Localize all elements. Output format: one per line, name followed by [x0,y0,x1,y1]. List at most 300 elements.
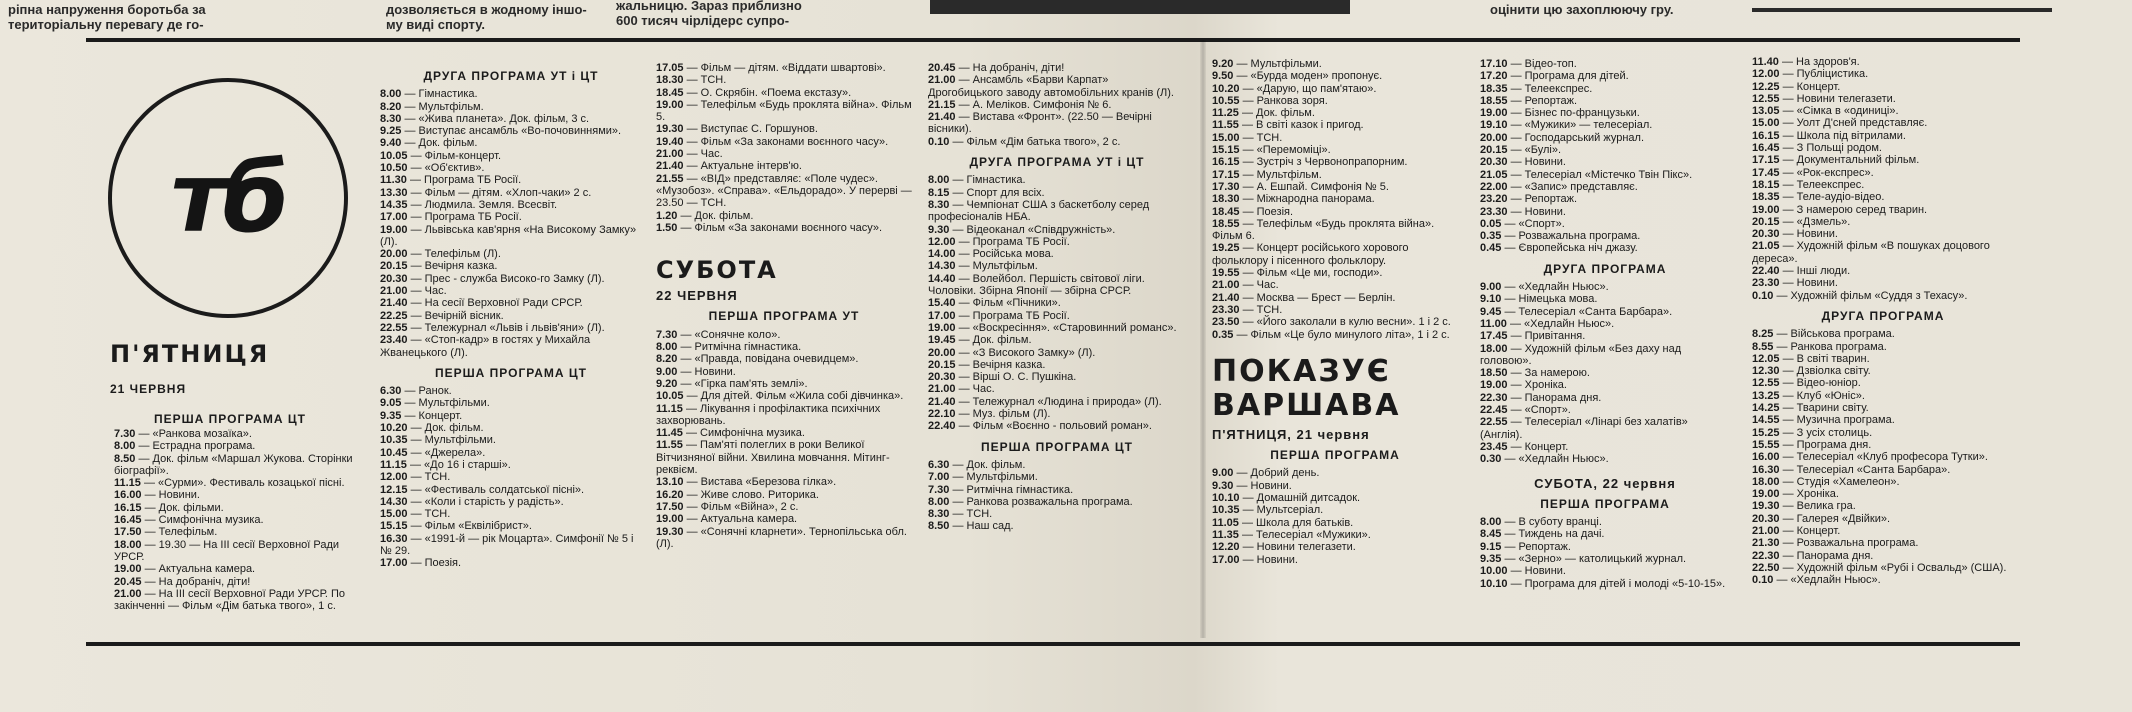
entry-time: 20.30 [1480,156,1508,169]
warsaw-fri-list [1212,467,1458,565]
schedule-entry [1212,480,1458,492]
schedule-entry [380,471,642,483]
entry-title: — Домашній дитсадок. [1239,492,1361,505]
entry-title: — Док. фільм. [949,458,1026,471]
entry-title: — Концерт. [401,409,463,422]
strip-text-6: 600 тисяч чірлідерс супро- [616,13,790,28]
entry-title: — Концерт. [1779,524,1841,537]
schedule-entry [1212,554,1458,566]
entry-time: 20.00 [1480,131,1508,144]
entry-time: 21.40 [928,395,956,408]
entry-title: — «Сімка в «одиниці». [1779,105,1899,118]
entry-time: 11.00 [1480,317,1507,330]
entry-title: — Міжнародна панорама. [1239,193,1375,206]
schedule-entry [928,322,1186,334]
entry-title: — Ранкова зоря. [1239,94,1328,107]
entry-time: 10.10 [1480,577,1508,590]
entry-title: — Новини. [141,489,200,502]
entry-time: 0.30 [1480,453,1502,466]
entry-time: 17.15 [1212,168,1240,181]
entry-title: — ТСН. [1239,303,1283,316]
friday-day-title: П'ЯТНИЦЯ [110,340,270,368]
entry-time: 14.30 [380,495,408,508]
entry-title: — Телесеріал «Лінарі без халатів» (Англія). [1480,416,1688,441]
schedule-entry [114,440,360,452]
entry-title: — Художній фільм «Без даху над головою». [1480,342,1682,367]
entry-time: 20.00 [380,248,408,261]
friday-date: 21 ЧЕРВНЯ [110,382,187,396]
schedule-entry [1752,537,2014,549]
entry-time: 18.00 [1752,475,1780,488]
schedule-entry [928,297,1186,309]
entry-title: — Телеекспрес. [1779,178,1865,191]
entry-time: 10.05 [656,390,684,403]
schedule-entry [656,329,912,341]
schedule-entry [928,408,1186,420]
entry-title: — Мультфільми. [949,471,1038,484]
entry-time: 20.30 [380,272,408,285]
schedule-entry [380,484,642,496]
schedule-entry [1212,492,1458,504]
entry-time: 23.30 [1480,205,1508,218]
schedule-entry [1752,228,2014,240]
schedule-entry [1480,169,1730,181]
entry-time: 9.10 [1480,293,1502,306]
entry-time: 17.00 [380,557,408,570]
entry-time: 7.00 [928,471,950,484]
entry-title: — Фільм «За законами воєнного часу». [677,221,883,234]
entry-time: 22.00 [1480,180,1508,193]
entry-title: — Новини. [1507,565,1566,578]
schedule-entry [114,502,360,514]
entry-title: — Естрадна програма. [135,440,256,453]
schedule-entry [1212,119,1458,131]
schedule-entry [1480,416,1730,441]
schedule-entry [380,334,642,359]
entry-title: — Новини. [1507,205,1566,218]
schedule-entry [1752,93,2014,105]
entry-time: 18.35 [1752,191,1780,204]
schedule-entry [380,434,642,446]
entry-title: — Для дітей. Фільм «Жила собі дівчинка». [683,390,904,403]
schedule-entry [656,353,912,365]
schedule-entry [1752,105,2014,117]
schedule-entry [114,477,360,489]
entry-time: 8.20 [656,353,678,366]
entry-title: — Актуальне інтерв'ю. [683,160,802,173]
entry-time: 21.40 [928,111,956,124]
schedule-entry [928,236,1186,248]
entry-time: 23.50 [1212,316,1240,329]
page-fold [1200,40,1206,638]
warsaw-fri-date: П'ЯТНИЦЯ, 21 червня [1212,426,1370,442]
entry-time: 0.10 [1752,574,1774,587]
entry-title: — Бізнес по-французьки. [1507,107,1640,120]
entry-time: 19.10 [1480,119,1508,132]
entry-title: — «1991-й — рік Моцарта». Симфонії № 5 і № 29. [380,532,634,557]
entry-title: — Музична програма. [1779,414,1895,427]
entry-time: 8.00 [1480,516,1502,529]
schedule-entry [380,397,642,409]
entry-title: — Художній фільм «В пошуках доцового дереса». [1752,240,1990,265]
entry-title: — «Дзмель». [1779,215,1851,228]
saturday-prog2-title: ДРУГА ПРОГРАМА УТ і ЦТ [969,155,1145,170]
entry-title: — «Мужики» — телесеріал. [1507,119,1653,132]
schedule-entry [1212,467,1458,479]
entry-time: 17.00 [380,211,408,224]
entry-time: 7.30 [928,483,950,496]
entry-title: — Новини. [1233,479,1292,492]
entry-title: — «Хедлайн Ньюс». [1501,453,1609,466]
schedule-entry [1212,316,1458,328]
entry-title: — Телесеріал «Санта Барбара». [1779,463,1951,476]
entry-time: 9.00 [656,365,678,378]
entry-title: — Господарський журнал. [1507,131,1644,144]
entry-title: — Мультсеріал. [1239,504,1324,517]
entry-title: — Ранкова розважальна програма. [949,495,1133,508]
schedule-entry [1752,562,2014,574]
schedule-entry [1480,367,1730,379]
entry-time: 9.15 [1480,540,1502,553]
schedule-entry [1752,402,2014,414]
entry-time: 22.55 [380,321,408,334]
entry-time: 21.00 [928,74,956,87]
schedule-entry [1480,58,1730,70]
entry-time: 22.40 [1752,265,1780,278]
warsaw-header [1212,355,1458,462]
entry-title: — А. Меліков. Симфонія № 6. [955,98,1112,111]
entry-time: 17.10 [1480,58,1508,70]
friday-col3 [656,62,912,550]
schedule-entry [928,459,1186,471]
entry-title: — «Булі». [1507,144,1562,157]
saturday-prog2-list [928,174,1186,432]
entry-title: — Телесеріал «Містечко Твін Пікс». [1507,168,1693,181]
schedule-entry [1752,240,2014,265]
schedule-entry [928,273,1186,298]
entry-title: — Телесеріал «Клуб професора Тутки». [1779,451,1988,464]
friday-prog4-list [656,62,912,234]
schedule-entry [1212,132,1458,144]
schedule-entry [1212,218,1458,243]
entry-time: 18.35 [1480,82,1508,95]
entry-time: 0.35 [1480,230,1502,243]
friday-prog1-list [114,428,360,612]
entry-title: — Муз. фільм (Л). [955,408,1051,421]
entry-time: 10.10 [1212,492,1240,505]
entry-time: 22.30 [1480,391,1508,404]
entry-title: — Львівська кав'ярня «На Високому Замку» (Л). [380,223,637,248]
schedule-entry [1480,528,1730,540]
schedule-entry [928,371,1186,383]
entry-time: 19.30 [656,525,684,538]
warsaw-title-2: ВАРШАВА [1212,387,1401,423]
entry-time: 16.30 [1752,463,1780,476]
entry-title: — О. Скрябін. «Поема екстазу». [683,86,852,99]
schedule-entry [1752,204,2014,216]
schedule-entry [1480,156,1730,168]
entry-time: 8.30 [928,508,950,521]
entry-title: — Репортаж. [1501,540,1571,553]
entry-title: — «Бурда моден» пропонує. [1233,70,1383,83]
schedule-entry [380,533,642,558]
entry-title: — Мультфільми. [407,434,496,447]
entry-time: 8.00 [114,440,136,453]
entry-time: 10.50 [380,162,408,175]
entry-time: 20.30 [928,371,956,384]
entry-title: — Художній фільм «Суддя з Техасу». [1773,289,1968,302]
schedule-entry [1752,341,2014,353]
entry-title: — Європейська ніч джазу. [1501,242,1638,255]
entry-time: 19.00 [656,98,684,111]
entry-title: — Виступає С. Горшунов. [683,123,818,136]
saturday-prog3-list [928,459,1186,533]
entry-time: 15.15 [1212,144,1240,157]
entry-title: — Фільм «Це ми, господи». [1239,267,1383,280]
entry-time: 18.30 [1212,193,1240,206]
entry-title: — Новини телегазети. [1239,541,1356,554]
entry-title: — Мультфільм. [401,100,484,113]
schedule-entry [1752,216,2014,228]
entry-time: 6.30 [928,458,950,471]
entry-time: 18.00 [114,538,142,551]
entry-title: — Поезія. [407,557,462,570]
entry-title: — Відеоканал «Співдружність». [949,223,1116,236]
schedule-entry [380,520,642,532]
entry-time: 9.40 [380,137,402,150]
entry-time: 12.15 [380,483,408,496]
entry-title: — Тварини світу. [1779,402,1869,415]
schedule-entry [1212,58,1458,70]
entry-time: 19.00 [114,563,142,576]
entry-title: — Хроніка. [1507,379,1567,392]
entry-title: — Художній фільм «Рубі і Освальд» (США). [1779,561,2007,574]
entry-title: — Вечірня казка. [407,260,498,273]
entry-title: — Живе слово. Риторика. [683,488,819,501]
schedule-entry [380,137,642,149]
entry-title: — «Хедлайн Ньюс». [1773,574,1881,587]
saturday-col2 [928,62,1186,533]
schedule-entry [656,501,912,513]
entry-time: 17.15 [1752,154,1780,167]
schedule-entry [656,341,912,353]
entry-time: 18.45 [1212,205,1240,218]
schedule-entry [1752,56,2014,68]
schedule-entry [1212,144,1458,156]
entry-title: — Школа під вітрилами. [1779,129,1906,142]
warsaw-sat-date: СУБОТА, 22 червня [1534,475,1676,491]
warsaw-fri-head: ПЕРША ПРОГРАМА [1270,448,1400,463]
entry-title: — З Польщі родом. [1779,142,1882,155]
schedule-entry [1212,267,1458,279]
schedule-entry [1480,379,1730,391]
entry-title: — Зустріч з Червонопрапорним. [1239,156,1408,169]
warsaw-fri2-list [1480,281,1730,465]
warsaw-col3 [1752,56,2014,586]
schedule-entry [1752,328,2014,340]
entry-title: — Час. [1239,279,1279,292]
entry-time: 10.55 [1212,94,1240,107]
warsaw-sat-head: ПЕРША ПРОГРАМА [1540,496,1670,511]
schedule-entry [1752,81,2014,93]
entry-time: 15.00 [380,508,408,521]
schedule-entry [1480,83,1730,95]
entry-time: 8.00 [928,495,950,508]
schedule-entry [656,476,912,488]
entry-title: — Спорт для всіх. [949,186,1045,199]
entry-title: — Док. фільм «Маршал Жукова. Сторінки біографії». [114,452,353,477]
schedule-entry [928,359,1186,371]
schedule-entry [1752,550,2014,562]
entry-time: 18.50 [1480,367,1508,380]
schedule-entry [1212,169,1458,181]
schedule-entry [928,310,1186,322]
schedule-entry [1480,565,1730,577]
entry-title: — Новини телегазети. [1779,92,1896,105]
strip-text-7: оцінити цю захоплюючу гру. [1490,2,1674,17]
entry-time: 12.00 [1752,68,1780,81]
entry-time: 10.20 [380,422,408,435]
entry-title: — Вечірній вісник. [407,309,504,322]
entry-title: — Мультфільми. [1233,58,1322,70]
entry-time: 15.15 [380,520,408,533]
schedule-entry [656,74,912,86]
schedule-entry [380,557,642,569]
entry-time: 8.00 [928,174,950,187]
schedule-entry [928,136,1186,148]
entry-time: 17.50 [114,526,142,539]
schedule-entry [1752,574,2014,586]
entry-time: 9.20 [656,377,678,390]
entry-title: — ТСН. [949,508,993,521]
schedule-entry [656,160,912,172]
entry-title: — Хроніка. [1779,488,1839,501]
saturday-prog3-cont-list [1212,58,1458,341]
entry-time: 11.55 [1212,119,1239,132]
schedule-entry [656,403,912,428]
entry-title: — Відео-топ. [1507,58,1577,70]
entry-time: 11.55 [656,439,683,452]
schedule-entry [1480,242,1730,254]
schedule-entry [114,526,360,538]
entry-time: 14.40 [928,272,956,285]
entry-title: — Мультфільм. [1239,168,1322,181]
schedule-entry [928,224,1186,236]
entry-time: 21.40 [656,160,684,173]
entry-time: 20.45 [114,575,142,588]
entry-title: — Волейбол. Першість світової ліги. Чоловіки. Збірна Японії — збірна СРСР. [928,272,1145,298]
schedule-entry [656,378,912,390]
schedule-entry [1212,70,1458,82]
entry-time: 1.50 [656,221,678,234]
schedule-entry [1480,70,1730,82]
entry-time: 18.15 [1752,178,1780,191]
photo-edge [930,0,1350,14]
strip-text-3: дозволяється в жодному іншо- [386,2,587,17]
entry-time: 11.30 [380,174,407,187]
schedule-entry [928,396,1186,408]
schedule-entry [656,123,912,135]
entry-title: — Концерт. [1507,440,1569,453]
entry-title: — «Дарую, що пам'ятаю». [1239,82,1377,95]
entry-title: — Пам'яті полеглих в роки Великої Вітчизняної війни. Хвилина мовчання. Мітинг-реквієм. [656,439,890,477]
entry-title: — З намерою серед тварин. [1779,203,1928,216]
entry-time: 19.00 [1752,488,1780,501]
entry-time: 22.55 [1480,416,1508,429]
schedule-entry [380,174,642,186]
entry-title: — Добрий день. [1233,467,1320,480]
entry-time: 10.05 [380,149,408,162]
schedule-entry [1480,541,1730,553]
schedule-entry [1212,107,1458,119]
schedule-entry [1752,451,2014,463]
schedule-entry [380,297,642,309]
schedule-entry [380,199,642,211]
entry-title: — Галерея «Двійки». [1779,512,1891,525]
schedule-entry [114,489,360,501]
schedule-entry [1752,377,2014,389]
entry-time: 11.40 [1752,56,1779,68]
entry-title: — Людмила. Земля. Всесвіт. [407,198,558,211]
entry-time: 23.40 [380,334,408,347]
friday-prog1-title: ПЕРША ПРОГРАМА ЦТ [153,412,306,426]
entry-time: 18.30 [656,74,684,87]
entry-time: 23.30 [1212,303,1240,316]
schedule-entry [114,576,360,588]
schedule-entry [1212,181,1458,193]
schedule-entry [928,199,1186,224]
schedule-entry [656,99,912,124]
schedule-entry [1480,578,1730,590]
schedule-entry [656,526,912,551]
entry-title: — Гімнастика. [949,174,1026,187]
schedule-entry [380,260,642,272]
schedule-entry [1752,154,2014,166]
entry-time: 20.15 [928,358,956,371]
schedule-entry [1480,119,1730,131]
entry-title: — Тиждень на дачі. [1501,528,1605,541]
schedule-entry [1752,439,2014,451]
entry-time: 10.20 [1212,82,1240,95]
entry-title: — Фільм «Пічники». [955,297,1061,310]
entry-title: — Клуб «Юніс». [1779,389,1865,402]
friday-prog2-title: ДРУГА ПРОГРАМА УТ і ЦТ [423,69,599,83]
entry-time: 14.00 [928,248,956,261]
entry-title: — Військова програма. [1773,328,1895,341]
schedule-entry [380,273,642,285]
entry-time: 8.45 [1480,528,1502,541]
schedule-entry [928,496,1186,508]
entry-title: — Телефільм «Будь проклята війна». Фільм 6. [1212,217,1435,243]
entry-title: — Розважальна програма. [1779,537,1919,550]
entry-time: 19.00 [380,223,408,236]
entry-title: — Москва — Брест — Берлін. [1239,291,1396,304]
entry-time: 15.00 [1212,131,1240,144]
entry-time: 17.00 [1212,553,1240,566]
entry-time: 8.20 [380,100,402,113]
warsaw-title-1: ПОКАЗУЄ [1212,353,1391,389]
entry-time: 22.25 [380,309,408,322]
schedule-entry [656,210,912,222]
entry-time: 18.45 [656,86,684,99]
entry-title: — ТСН. [1239,131,1283,144]
entry-title: — Тележурнал «Львів і львів'яни» (Л). [407,321,605,334]
saturday-header [656,256,912,323]
schedule-entry [380,211,642,223]
entry-title: — Симфонічна музика. [682,427,805,440]
entry-time: 19.40 [656,135,684,148]
entry-title: — Док. фільми. [141,501,224,514]
